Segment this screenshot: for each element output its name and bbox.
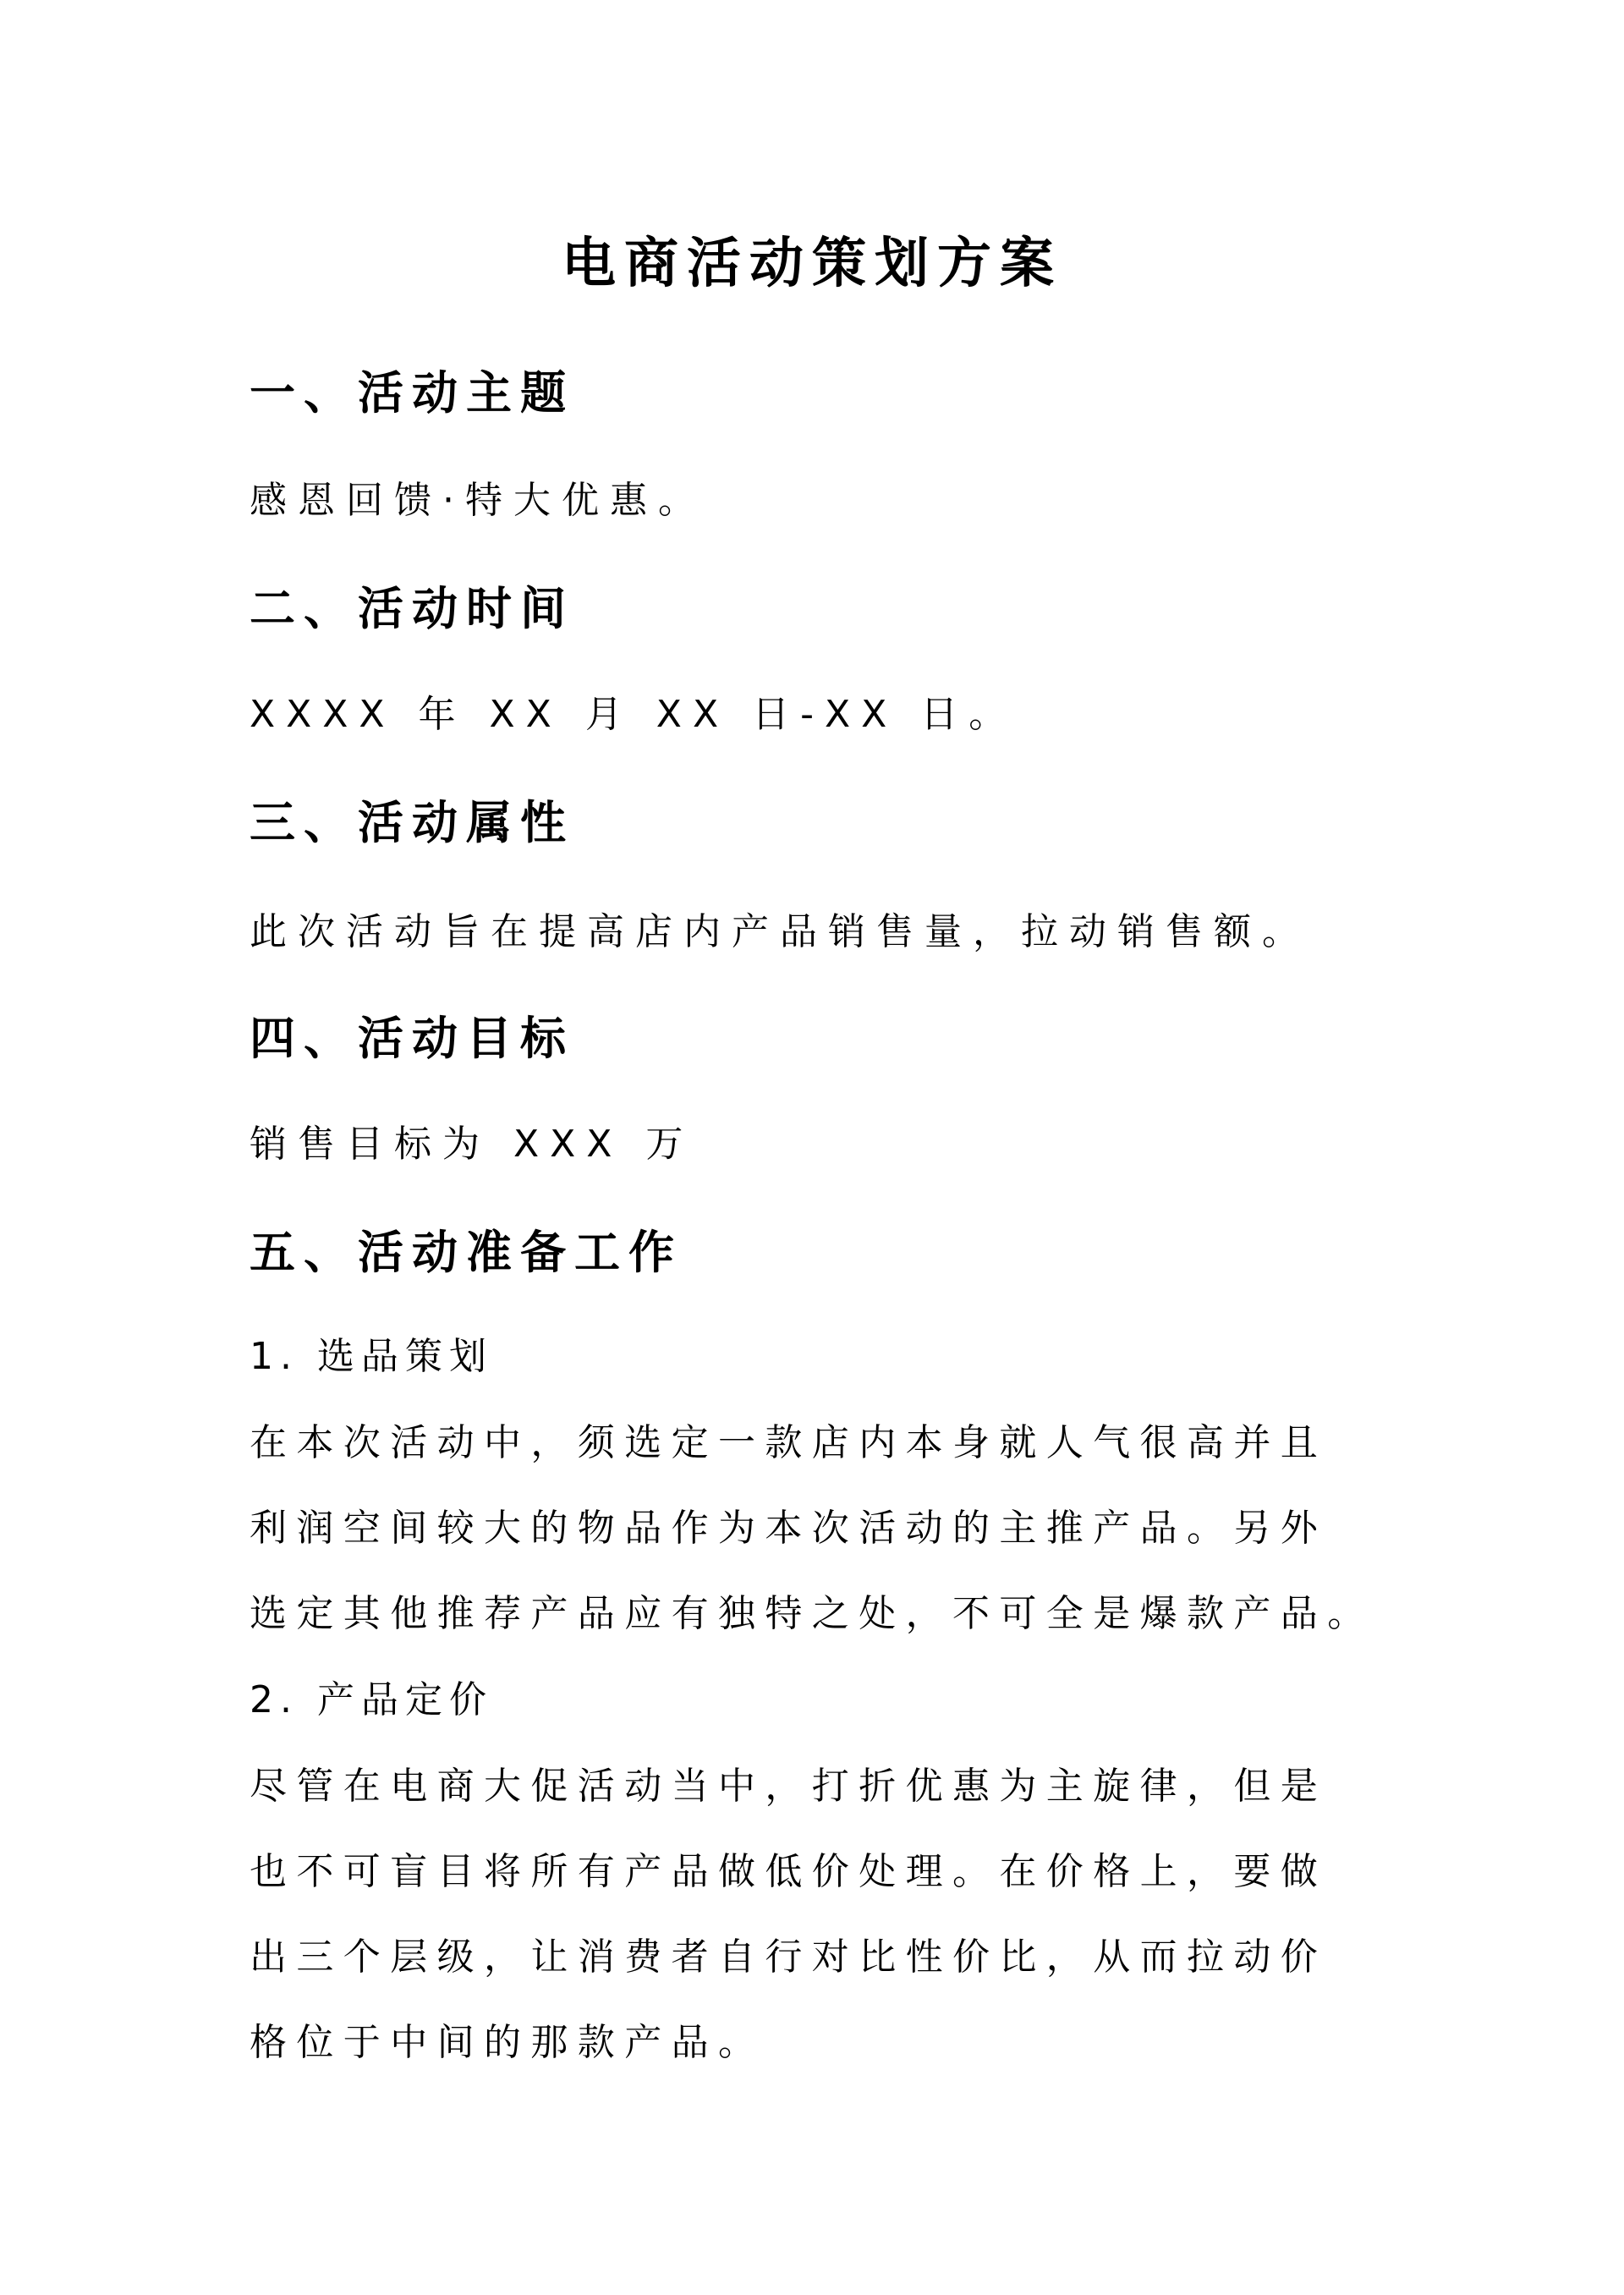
paragraph-line: 尽管在电商大促活动当中，打折优惠为主旋律，但是 — [250, 1765, 1328, 1808]
paragraph-product-selection — [250, 1418, 1400, 1674]
subheading-product-selection: 1. 选品策划 — [250, 1335, 493, 1378]
paragraph-line: 出三个层级，让消费者自行对比性价比，从而拉动价 — [250, 1935, 1328, 1979]
section-heading-goal: 四、活动目标 — [250, 1012, 574, 1065]
section-text-theme: 感恩回馈·特大优惠。 — [250, 479, 706, 522]
subheading-product-pricing: 2. 产品定价 — [250, 1678, 493, 1721]
section-heading-attribute: 三、活动属性 — [250, 796, 574, 849]
section-text-time: XXXX 年 XX 月 XX 日-XX 日。 — [250, 693, 1018, 736]
paragraph-line: 在本次活动中，须选定一款店内本身就人气很高并且 — [250, 1421, 1328, 1464]
section-heading-theme: 一、活动主题 — [250, 366, 574, 420]
section-heading-time: 二、活动时间 — [250, 582, 574, 635]
section-heading-preparation: 五、活动准备工作 — [250, 1226, 683, 1279]
document-title: 电商活动策划方案 — [562, 233, 1062, 295]
paragraph-line: 也不可盲目将所有产品做低价处理。在价格上，要做 — [250, 1850, 1328, 1893]
paragraph-line: 选定其他推荐产品应有独特之处，不可全是爆款产品。 — [250, 1592, 1374, 1635]
paragraph-line: 利润空间较大的物品作为本次活动的主推产品。另外 — [250, 1507, 1328, 1550]
section-text-goal: 销售目标为 XXX 万 — [250, 1123, 694, 1166]
section-text-attribute: 此次活动旨在提高店内产品销售量，拉动销售额。 — [250, 910, 1310, 953]
paragraph-product-pricing — [250, 1761, 1400, 2103]
paragraph-line: 格位于中间的那款产品。 — [250, 2021, 765, 2064]
